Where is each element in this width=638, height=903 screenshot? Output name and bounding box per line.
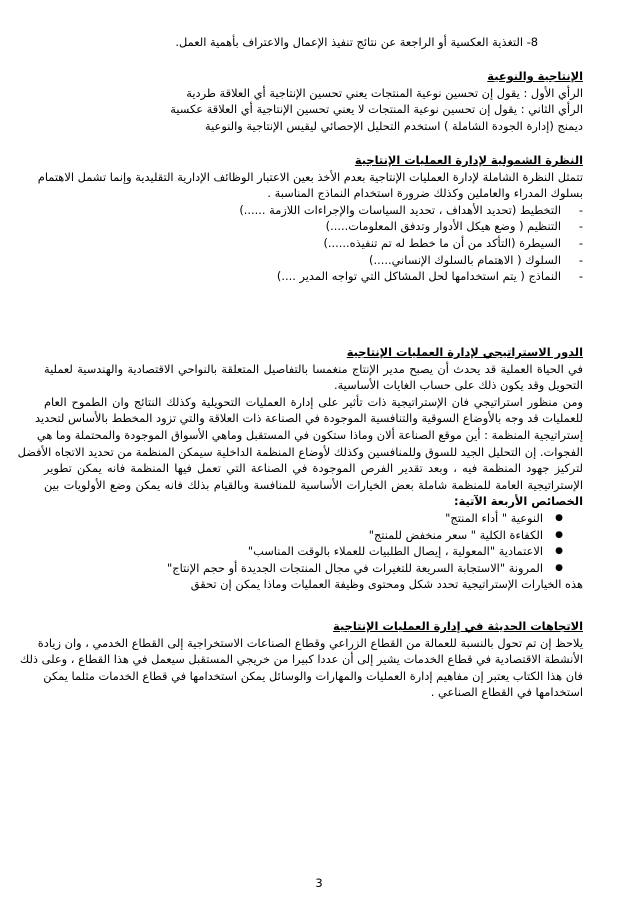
list-item: - التخطيط (تحديد الأهداف ، تحديد السياسات والإجراءات اللازمة ......): [44, 202, 583, 219]
function-list: [44, 202, 583, 285]
top-item-text: 8- التغذية العكسية أو الراجعة عن نتائج تنفيذ الإعمال والاعتراف بأهمية العمل.: [175, 35, 538, 49]
text-line: استخدامها في القطاع الصناعي .: [430, 685, 583, 700]
characteristics-list: [44, 510, 583, 576]
text-line: في الحياة العملية قد يحدث أن يصبح مدير الإنتاج منغمسا بالتفاصيل المتعلقة بالنواحي الاقتصادية والهندسية لعملية: [44, 361, 583, 376]
text-line: الإستراتيجية العامة للمنظمة شاملة بعض الخيارات الأساسية للمنافسة وبالقيام بذلك فانه يمكن وضع الأولويات بين: [44, 477, 583, 492]
list-item: ● الكفاءة الكلية " سعر منخفض للمنتج": [44, 527, 565, 544]
text-line: الرأي الأول : يقول إن تحسين نوعية المنتجات يعني تحسين الإنتاجية أي العلاقة طردية: [186, 85, 583, 100]
text-line: الفجوات. إن التحليل الجيد للسوق وللمنافسين وكذلك لأوضاع المنظمة الداخلية سيمكن المنظمة من تحديد الاتجاه الأفضل: [17, 444, 583, 459]
text-line: الرأي الثاني : يقول إن تحسين نوعية المنتجات لا يعني تحسين الإنتاجية أي العلاقة عكسية: [170, 102, 583, 117]
text-line: إستراتيجية المنظمة : أين موقع الصناعة ألان وماذا ستكون في المستقبل وماهي الأسواق الموجودة والمحتملة وما هي: [36, 427, 583, 442]
section-strategic: [17, 344, 583, 593]
section-trends: [19, 618, 583, 701]
text-line: الخصائص الأربعة الآتية:: [454, 494, 583, 509]
section-heading: الإنتاجية والنوعية: [487, 69, 583, 83]
list-item: ● الاعتمادية "المعولية ، إيصال الطلبيات للعملاء بالوقت المناسب": [44, 543, 565, 560]
list-item: - السلوك ( الاهتمام بالسلوك الإنساني.....): [44, 252, 583, 269]
section-quality: [44, 68, 583, 134]
list-item: ● المرونة "الاستجابة السريعة للتغيرات في مجال المنتجات الجديدة أو حجم الإنتاج": [44, 560, 565, 577]
text-line: فان هذا الكتاب يعتبر إن مفاهيم إدارة العمليات والمهارات والوسائل يمكن استخدامها في قطاع الخدمات مثلما يمكن: [43, 668, 583, 683]
list-item: - التنظيم ( وضع هيكل الأدوار وتدفق المعلومات.....): [44, 218, 583, 235]
text-line: التحويل وقد يكون ذلك على حساب الغايات الأساسية.: [333, 378, 583, 393]
text-line: يلاحظ إن تم تحول بالنسبة للعمالة من القطاع الزراعي وقطاع الصناعات الاستخراجية إلى القطاع الخدمي ، وان زيادة: [37, 635, 583, 650]
page-number: 3: [315, 876, 323, 890]
section-heading: النظرة الشمولية لإدارة العمليات الإنتاجية: [354, 153, 583, 167]
top-item: [40, 34, 538, 51]
section-heading: الدور الاستراتيجي لإدارة العمليات الإنتاجية: [346, 345, 583, 359]
text-line: لتركيز جهود المنظمة فيه ، وبعد تقدير الفرص الموجودة في الصناعة التي تعمل فيها المنظمة فانه يمكن تطوير: [44, 461, 583, 476]
text-line: للعمليات قد وجه بالأوضاع السوقية والتنافسية الموجودة في الصناعة ذات العلاقة والتي تزود المخطط بالأساس لتحديد: [34, 411, 583, 426]
section-holistic: [37, 152, 583, 285]
text-line: ومن منظور استراتيجي فان الإستراتيجية ذات تأثير على إدارة العمليات التحويلية وكذلك النتائج وان الطموح العام: [44, 394, 583, 409]
text-line: بسلوك المدراء والعاملين وكذلك ضرورة استخدام النماذج المناسبة .: [267, 186, 583, 201]
text-line: الأنشطة الاقتصادية في قطاع الخدمات يشير إلى أن عددا كبيرا من خريجي المستقبل سيعمل في هذا القطاع ، وعلى ذلك: [19, 652, 583, 667]
list-item: - السيطرة (التأكد من أن ما خطط له تم تنفيذه......): [44, 235, 583, 252]
text-line: تتمثل النظرة الشاملة لإدارة العمليات الإنتاجية بعدم الأخذ بعين الاعتبار الوظائف الإدارية التقليدية وإنما تشمل الاهتمام: [37, 169, 583, 184]
text-line: هذه الخيارات الإستراتيجية تحدد شكل ومحتوى وظيفة العمليات وماذا يمكن إن تحقق: [190, 577, 583, 592]
list-item: ● النوعية " أداء المنتج": [44, 510, 565, 527]
list-item: - النماذج ( يتم استخدامها لحل المشاكل التي تواجه المدير ....): [44, 268, 583, 285]
section-heading: الاتجاهات الحديثة في إدارة العمليات الإنتاجية: [333, 619, 583, 633]
text-line: ديمنج (إدارة الجودة الشاملة ) استخدم التحليل الإحصائي ليقيس الإنتاجية والنوعية: [205, 118, 583, 133]
